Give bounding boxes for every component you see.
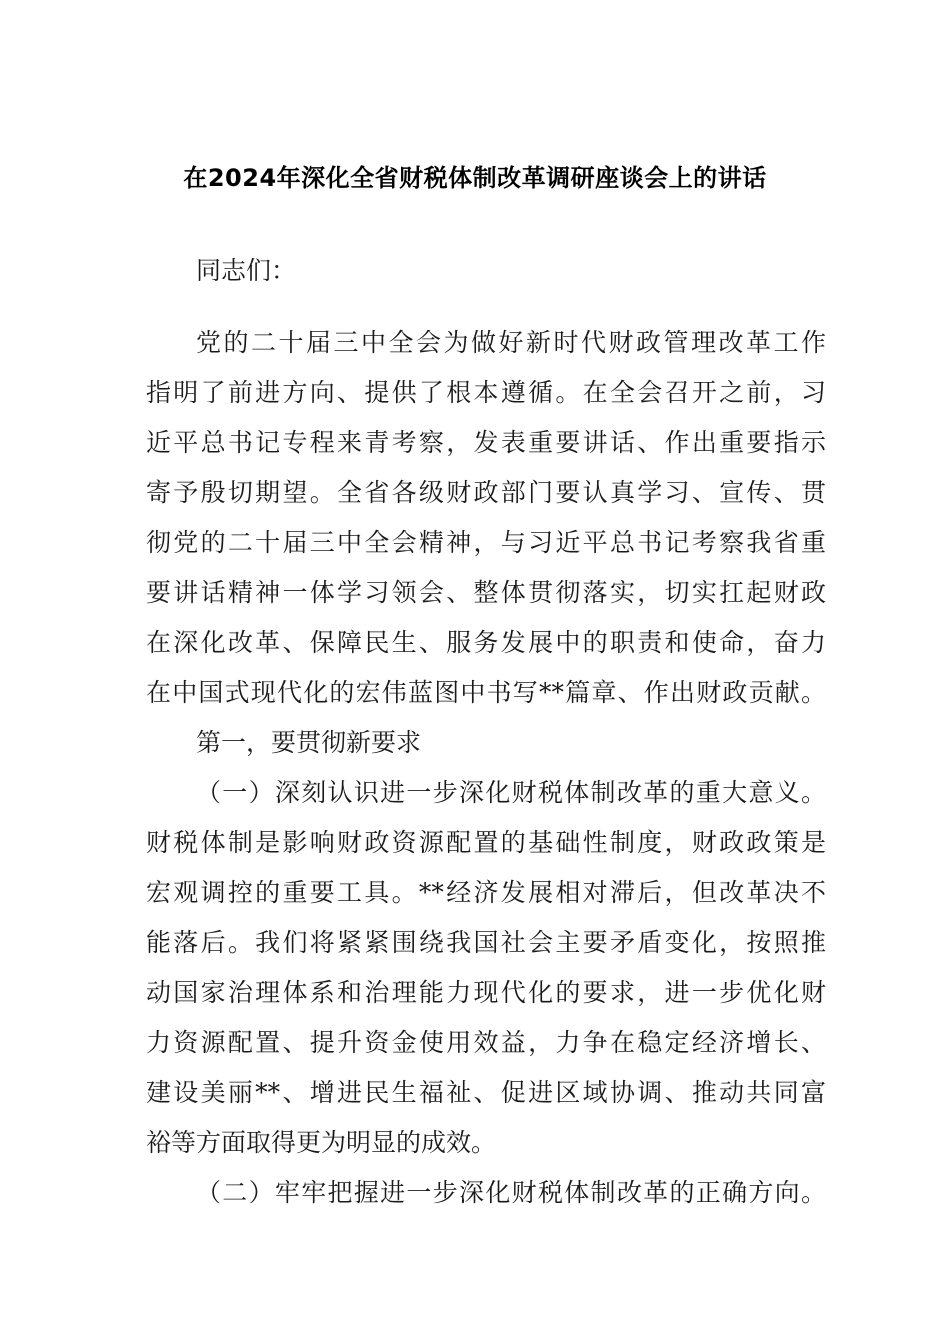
paragraph-line: 要讲话精神一体学习领会、整体贯彻落实，切实扛起财政 bbox=[146, 578, 826, 607]
paragraph-line: 财税体制是影响财政资源配置的基础性制度，财政政策是 bbox=[146, 828, 826, 857]
paragraph-line: 党的二十届三中全会为做好新时代财政管理改革工作 bbox=[196, 328, 826, 357]
paragraph-line: 在中国式现代化的宏伟蓝图中书写**篇章、作出财政贡献。 bbox=[146, 678, 826, 707]
paragraph-line: （二）牢牢把握进一步深化财税体制改革的正确方向。 bbox=[196, 1178, 826, 1207]
paragraph-line: 近平总书记专程来青考察，发表重要讲话、作出重要指示 bbox=[146, 428, 826, 457]
salutation: 同志们： bbox=[196, 256, 297, 285]
paragraph-line: 动国家治理体系和治理能力现代化的要求，进一步优化财 bbox=[146, 978, 826, 1007]
paragraph-line: （一）深刻认识进一步深化财税体制改革的重大意义。 bbox=[196, 778, 826, 807]
paragraph-line: 寄予殷切期望。全省各级财政部门要认真学习、宣传、贯 bbox=[146, 478, 826, 507]
paragraph-line: 在深化改革、保障民生、服务发展中的职责和使命，奋力 bbox=[146, 628, 826, 657]
paragraph-line: 彻党的二十届三中全会精神，与习近平总书记考察我省重 bbox=[146, 528, 826, 557]
paragraph-line: 指明了前进方向、提供了根本遵循。在全会召开之前，习 bbox=[146, 378, 826, 407]
paragraph-line: 宏观调控的重要工具。**经济发展相对滞后，但改革决不 bbox=[146, 878, 826, 907]
document-title: 在2024年深化全省财税体制改革调研座谈会上的讲话 bbox=[183, 164, 767, 192]
section-heading: 第一，要贯彻新要求 bbox=[196, 728, 422, 757]
paragraph-line: 裕等方面取得更为明显的成效。 bbox=[146, 1128, 497, 1157]
paragraph-line: 建设美丽**、增进民生福祉、促进区域协调、推动共同富 bbox=[146, 1078, 826, 1107]
paragraph-line: 能落后。我们将紧紧围绕我国社会主要矛盾变化，按照推 bbox=[146, 928, 826, 957]
paragraph-line: 力资源配置、提升资金使用效益，力争在稳定经济增长、 bbox=[146, 1028, 826, 1057]
